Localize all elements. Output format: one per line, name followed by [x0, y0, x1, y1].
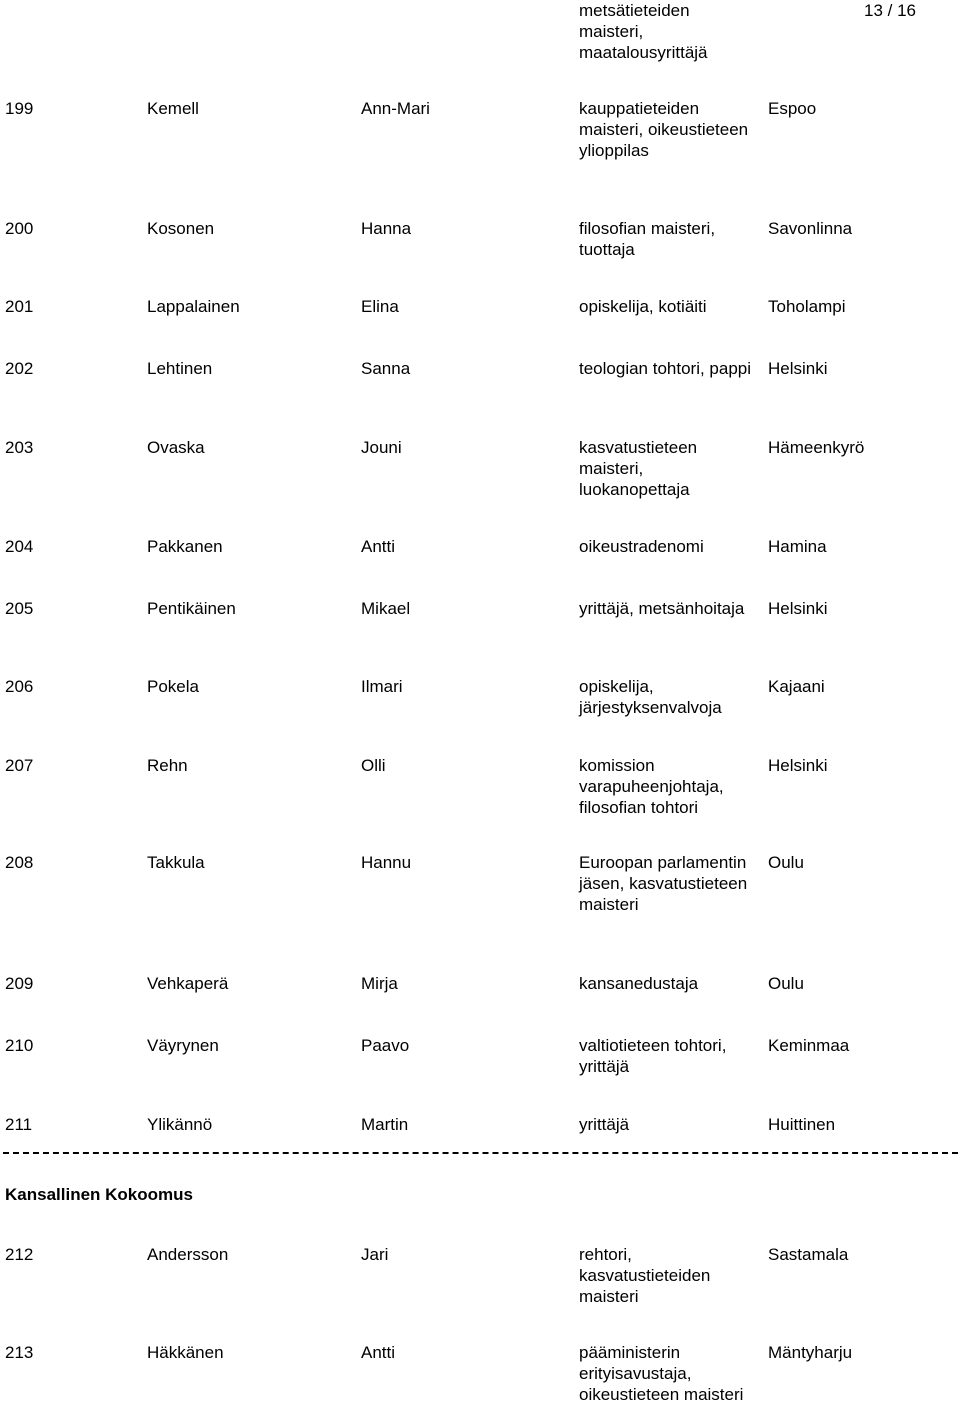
page-number: 13 / 16 [864, 1, 916, 20]
candidate-city: Helsinki [768, 599, 828, 618]
candidate-number: 201 [5, 297, 34, 316]
candidate-occupation: kasvatustieteen maisteri, luokanopettaja [579, 438, 698, 499]
candidate-last-name: Vehkaperä [147, 974, 229, 993]
candidate-first-name: Antti [361, 537, 396, 556]
candidate-city: Mäntyharju [768, 1343, 853, 1362]
candidate-last-name: Andersson [147, 1245, 229, 1264]
candidate-first-name: Ilmari [361, 677, 403, 696]
candidate-occupation: opiskelija, kotiäiti [579, 297, 707, 316]
candidate-occupation: opiskelija, järjestyksenvalvoja [579, 677, 722, 717]
candidate-last-name: Pakkanen [147, 537, 223, 556]
candidate-occupation: filosofian maisteri, tuottaja [579, 219, 716, 259]
candidate-last-name: Lappalainen [147, 297, 240, 316]
candidate-city: Savonlinna [768, 219, 853, 238]
candidate-number: 202 [5, 359, 34, 378]
candidate-number: 210 [5, 1036, 34, 1055]
candidate-first-name: Olli [361, 756, 386, 775]
candidate-first-name: Paavo [361, 1036, 410, 1055]
candidate-city: Helsinki [768, 756, 828, 775]
candidate-last-name: Pokela [147, 677, 199, 696]
dashed-separator [3, 1152, 958, 1154]
candidate-city: Sastamala [768, 1245, 849, 1264]
candidate-occupation: oikeustradenomi [579, 537, 704, 556]
candidate-last-name: Kemell [147, 99, 199, 118]
candidate-occupation: yrittäjä, metsänhoitaja [579, 599, 745, 618]
candidate-last-name: Lehtinen [147, 359, 213, 378]
continuation-occupation [579, 0, 708, 63]
candidate-first-name: Jari [361, 1245, 389, 1264]
candidate-first-name: Hanna [361, 219, 412, 238]
candidate-number: 212 [5, 1245, 34, 1264]
candidate-last-name: Väyrynen [147, 1036, 219, 1055]
candidate-first-name: Ann-Mari [361, 99, 430, 118]
candidate-occupation: Euroopan parlamentin jäsen, kasvatustieteen maisteri [579, 853, 748, 914]
candidate-number: 207 [5, 756, 34, 775]
candidate-number: 200 [5, 219, 34, 238]
candidate-number: 203 [5, 438, 34, 457]
candidate-city: Hämeenkyrö [768, 438, 865, 457]
candidate-first-name: Hannu [361, 853, 412, 872]
candidate-number: 211 [5, 1115, 33, 1134]
continuation-occupation-line: metsätieteiden maisteri, maatalousyrittäjä [579, 1, 708, 62]
candidate-first-name: Martin [361, 1115, 409, 1134]
candidate-last-name: Pentikäinen [147, 599, 236, 618]
candidate-occupation: komission varapuheenjohtaja, filosofian tohtori [579, 756, 724, 817]
candidate-last-name: Ovaska [147, 438, 205, 457]
candidate-city: Espoo [768, 99, 817, 118]
candidate-city: Huittinen [768, 1115, 836, 1134]
candidate-first-name: Antti [361, 1343, 396, 1362]
candidate-occupation: teologian tohtori, pappi [579, 359, 752, 378]
candidate-city: Toholampi [768, 297, 846, 316]
candidate-occupation: kauppatieteiden maisteri, oikeustieteen ylioppilas [579, 99, 749, 160]
candidate-occupation: pääministerin erityisavustaja, oikeustieteen maisteri [579, 1343, 744, 1404]
candidate-city: Hamina [768, 537, 827, 556]
party-heading: Kansallinen Kokoomus [5, 1185, 193, 1204]
candidate-occupation: rehtori, kasvatustieteiden maisteri [579, 1245, 711, 1306]
candidate-number: 205 [5, 599, 34, 618]
candidate-last-name: Rehn [147, 756, 188, 775]
candidate-city: Oulu [768, 853, 804, 872]
candidate-last-name: Häkkänen [147, 1343, 224, 1362]
candidate-number: 213 [5, 1343, 34, 1362]
candidate-first-name: Mirja [361, 974, 398, 993]
candidate-occupation: valtiotieteen tohtori, yrittäjä [579, 1036, 727, 1076]
candidate-occupation: yrittäjä [579, 1115, 630, 1134]
candidate-city: Kajaani [768, 677, 825, 696]
candidate-number: 204 [5, 537, 34, 556]
candidate-number: 199 [5, 99, 34, 118]
candidate-city: Oulu [768, 974, 804, 993]
candidate-first-name: Sanna [361, 359, 411, 378]
candidate-last-name: Kosonen [147, 219, 215, 238]
candidate-occupation: kansanedustaja [579, 974, 699, 993]
candidate-last-name: Ylikännö [147, 1115, 213, 1134]
candidate-last-name: Takkula [147, 853, 205, 872]
candidate-number: 206 [5, 677, 34, 696]
candidate-first-name: Jouni [361, 438, 402, 457]
candidate-first-name: Elina [361, 297, 399, 316]
candidate-first-name: Mikael [361, 599, 411, 618]
candidate-number: 209 [5, 974, 34, 993]
candidate-city: Keminmaa [768, 1036, 850, 1055]
candidate-number: 208 [5, 853, 34, 872]
candidate-city: Helsinki [768, 359, 828, 378]
